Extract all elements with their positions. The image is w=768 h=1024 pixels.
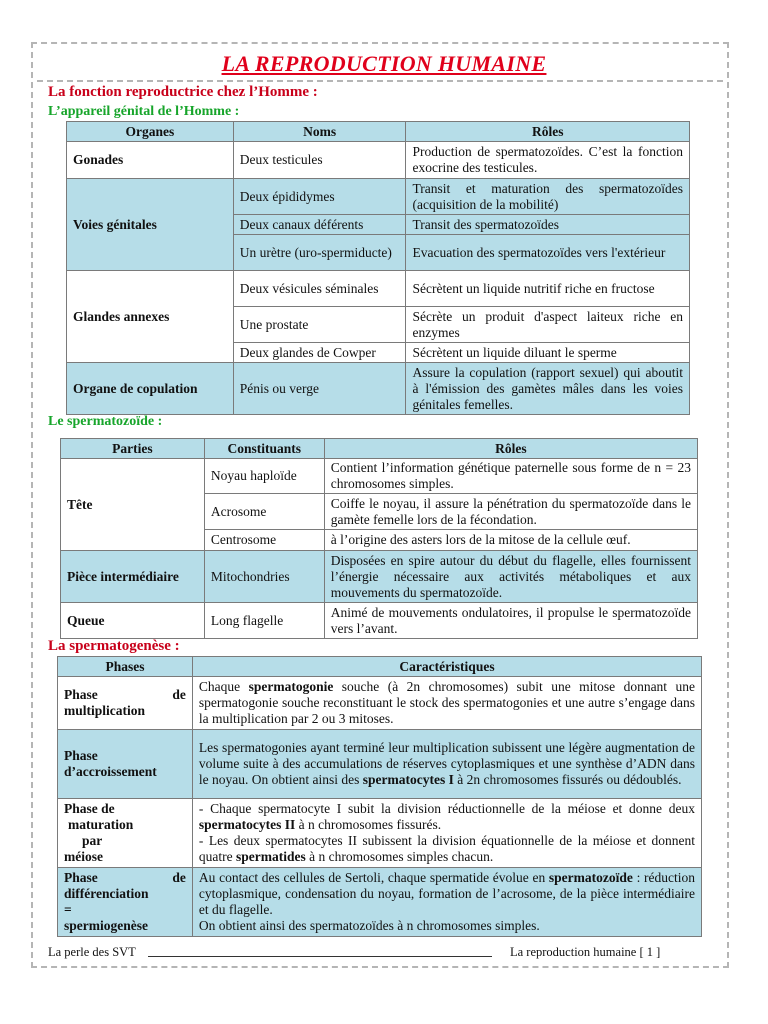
constituent-cell: Long flagelle [204, 603, 324, 639]
spermatozoid-heading: Le spermatozoïde : [48, 414, 163, 429]
phase-cell: Phase de multiplication [58, 677, 193, 730]
table-row [61, 603, 698, 639]
organ-cell: Voies génitales [67, 179, 234, 271]
key-term: spermatozoïde [548, 870, 633, 885]
col-header-caracteristiques: Caractéristiques [192, 657, 701, 677]
footer-rule [148, 956, 492, 957]
part-cell: Tête [61, 459, 205, 551]
key-term: spermatides [236, 849, 306, 864]
role-cell: Transit et maturation des spermatozoïdes (acquisition de la mobilité) [406, 179, 690, 215]
role-cell: Evacuation des spermatozoïdes vers l'extérieur [406, 235, 690, 271]
col-header-roles: Rôles [324, 439, 697, 459]
footer-right: La reproduction humaine [ 1 ] [510, 945, 661, 959]
col-header-parties: Parties [61, 439, 205, 459]
table-row [58, 677, 702, 730]
part-cell: Queue [61, 603, 205, 639]
role-cell: Assure la copulation (rapport sexuel) qui aboutit à l'émission des gamètes mâles dans les voies génitales femelles. [406, 363, 690, 415]
genital-system-table [66, 121, 690, 415]
role-cell: Coiffe le noyau, il assure la pénétration du spermatozoïde dans le gamète femelle lors de la fécondation. [324, 494, 697, 530]
part-cell: Pièce intermédiaire [61, 551, 205, 603]
name-cell: Deux canaux déférents [233, 215, 406, 235]
table-row [61, 551, 698, 603]
title-divider [37, 80, 723, 82]
name-cell: Deux testicules [233, 142, 406, 179]
col-header-constituants: Constituants [204, 439, 324, 459]
characteristics-cell: - Chaque spermatocyte I subit la division réductionnelle de la méiose et donne deux spermatocytes II à n chromosomes fissurés. - Les deux spermatocytes II subissent la division équationnelle de la méiose et donnent quatre spermatides à n chromosomes simples chacun. [192, 799, 701, 868]
key-term: spermatocytes I [362, 772, 454, 787]
constituent-cell: Noyau haploïde [204, 459, 324, 494]
name-cell: Un urètre (uro-spermiducte) [233, 235, 406, 271]
table-row [58, 730, 702, 799]
name-cell: Une prostate [233, 307, 406, 343]
constituent-cell: Acrosome [204, 494, 324, 530]
characteristics-cell: Au contact des cellules de Sertoli, chaque spermatide évolue en spermatozoïde : réduction cytoplasmique, condensation du noyau, formation de l’acrosome, de la pièce intermédiaire et du flagelle. On obtient ainsi des spermatozoïdes à n chromosomes simples. [192, 868, 701, 937]
table-row [67, 363, 690, 415]
col-header-roles: Rôles [406, 122, 690, 142]
characteristics-cell: Chaque spermatogonie souche (à 2n chromosomes) subit une mitose donnant une spermatogonie souche reconstituant le stock des spermatogonies et une autre s’engage dans la multiplication par 2 ou 3 mitoses. [192, 677, 701, 730]
spermatogenesis-heading: La spermatogenèse : [48, 638, 180, 654]
characteristics-cell: Les spermatogonies ayant terminé leur multiplication subissent une légère augmentation de volume suite à des accumulations de réserves cytoplasmiques et une synthèse d’ADN dans le noyau. On obtient ainsi des spermatocytes I à 2n chromosomes fissurés ou dédoublés. [192, 730, 701, 799]
table-row [67, 179, 690, 215]
phase-cell: Phase d’accroissement [58, 730, 193, 799]
organ-cell: Glandes annexes [67, 271, 234, 363]
role-cell: Sécrète un produit d'aspect laiteux riche en enzymes [406, 307, 690, 343]
col-header-phases: Phases [58, 657, 193, 677]
constituent-cell: Mitochondries [204, 551, 324, 603]
footer-left: La perle des SVT [48, 945, 136, 959]
col-header-organes: Organes [67, 122, 234, 142]
phase-cell: Phase de différenciation = spermiogenèse [58, 868, 193, 937]
spermatogenesis-table [57, 656, 702, 937]
table-row [67, 271, 690, 307]
role-cell: à l’origine des asters lors de la mitose de la cellule œuf. [324, 530, 697, 551]
table-row [67, 142, 690, 179]
organ-cell: Organe de copulation [67, 363, 234, 415]
phase-cell: Phase de maturation par méiose [58, 799, 193, 868]
table-row [61, 459, 698, 494]
role-cell: Contient l’information génétique paternelle sous forme de n = 23 chromosomes simples. [324, 459, 697, 494]
role-cell: Disposées en spire autour du début du flagelle, elles fournissent l’énergie nécessaire aux activités métaboliques et aux mouvements du spermatozoïde. [324, 551, 697, 603]
table-row [58, 799, 702, 868]
name-cell: Deux glandes de Cowper [233, 343, 406, 363]
constituent-cell: Centrosome [204, 530, 324, 551]
page-title: LA REPRODUCTION HUMAINE [221, 51, 547, 76]
name-cell: Deux épididymes [233, 179, 406, 215]
role-cell: Transit des spermatozoïdes [406, 215, 690, 235]
organ-cell: Gonades [67, 142, 234, 179]
key-term: spermatocytes II [198, 817, 296, 832]
spermatozoid-table [60, 438, 698, 639]
col-header-noms: Noms [233, 122, 406, 142]
table-row [58, 868, 702, 937]
name-cell: Pénis ou verge [233, 363, 406, 415]
role-cell: Production de spermatozoïdes. C’est la fonction exocrine des testicules. [406, 142, 690, 179]
key-term: spermatogonie [248, 679, 334, 694]
role-cell: Animé de mouvements ondulatoires, il propulse le spermatozoïde vers l’avant. [324, 603, 697, 639]
genital-system-heading: L’appareil génital de l’Homme : [48, 104, 240, 119]
name-cell: Deux vésicules séminales [233, 271, 406, 307]
role-cell: Sécrètent un liquide nutritif riche en fructose [406, 271, 690, 307]
role-cell: Sécrètent un liquide diluant le sperme [406, 343, 690, 363]
main-section-heading: La fonction reproductrice chez l’Homme : [48, 84, 318, 100]
